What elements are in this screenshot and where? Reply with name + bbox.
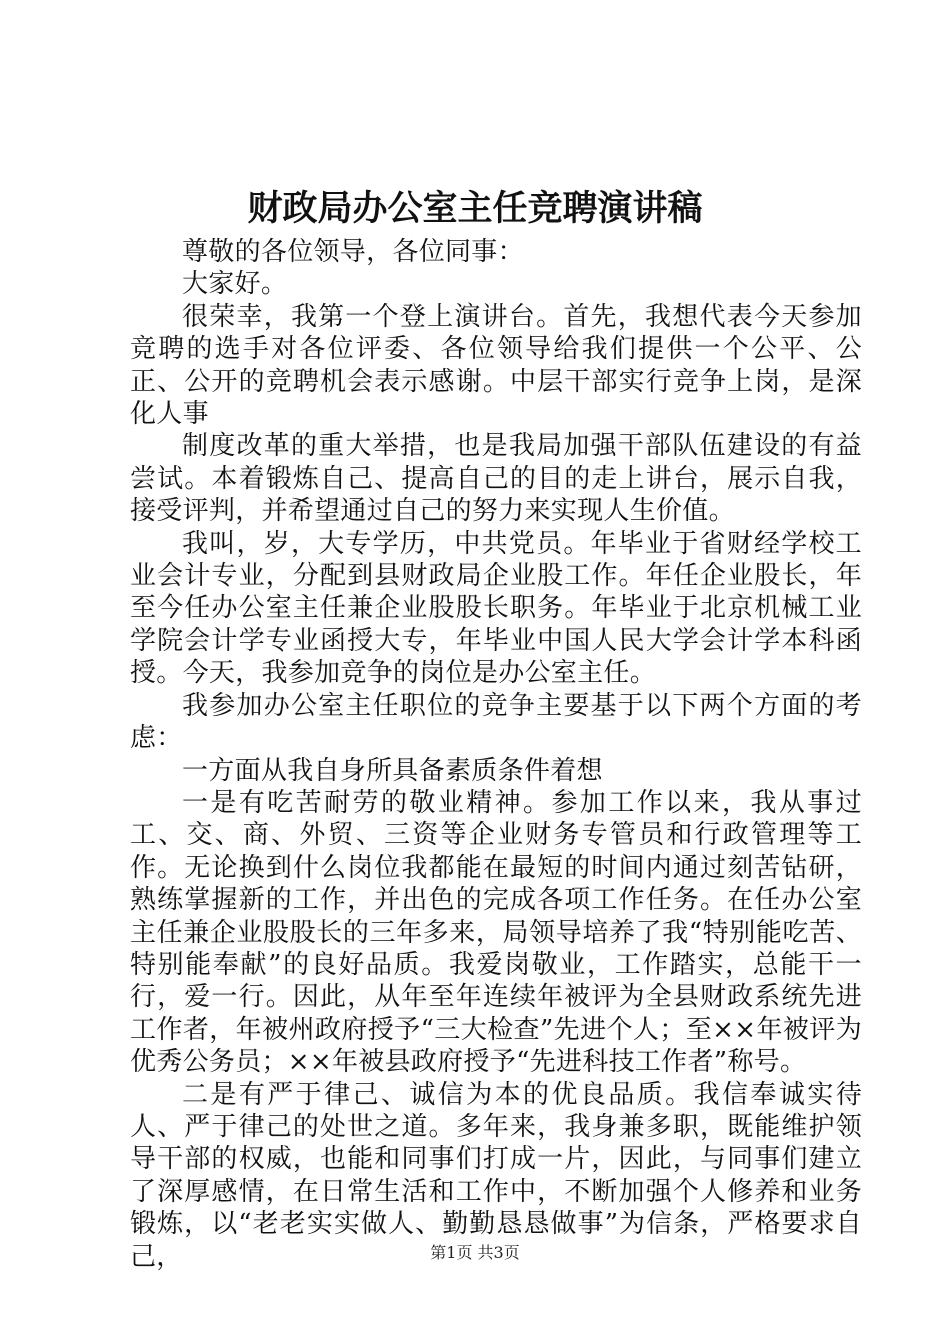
document-body [130,236,862,1273]
paragraph: 我参加办公室主任职位的竞争主要基于以下两个方面的考虑： [130,690,862,754]
paragraph-salutation: 尊敬的各位领导，各位同事： [182,237,524,267]
paragraph: 一是有吃苦耐劳的敬业精神。参加工作以来，我从事过工、交、商、外贸、三资等企业财务专管员和行政管理等工作。无论换到什么岗位我都能在最短的时间内通过刻苦钻研，熟练掌握新的工作，并出色的完成各项工作任务。在任办公室主任兼企业股股长的三年多来，局领导培养了我“特别能吃苦、特别能奉献”的良好品质。我爱岗敬业，工作踏实，总能干一行，爱一行。因此，从年至年连续年被评为全县财政系统先进工作者，年被州政府授予“三大检查”先进个人；至××年被评为优秀公务员；××年被县政府授予“先进科技工作者”称号。 [130,787,862,1078]
paragraph: 二是有严于律己、诚信为本的优良品质。我信奉诚实待人、严于律己的处世之道。多年来，我身兼多职，既能维护领导干部的权威，也能和同事们打成一片，因此，与同事们建立了深厚感情，在日常生活和工作中，不断加强个人修养和业务锻炼，以“老老实实做人、勤勤恳恳做事”为信条，严格要求自己， [130,1079,862,1272]
paragraph: 制度改革的重大举措，也是我局加强干部队伍建设的有益尝试。本着锻炼自己、提高自己的目的走上讲台，展示自我，接受评判，并希望通过自己的努力来实现人生价值。 [130,431,862,527]
paragraph: 很荣幸，我第一个登上演讲台。首先，我想代表今天参加竞聘的选手对各位评委、各位领导给我们提供一个公平、公正、公开的竞聘机会表示感谢。中层干部实行竞争上岗，是深化人事 [130,301,862,430]
paragraph-greeting: 大家好。 [182,269,288,300]
paragraph: 我叫，岁，大专学历，中共党员。年毕业于省财经学校工业会计专业，分配到县财政局企业股工作。年任企业股长，年至今任办公室主任兼企业股股长职务。年毕业于北京机械工业学院会计学专业函授大专，年毕业中国人民大学会计学本科函授。今天，我参加竞争的岗位是办公室主任。 [130,528,862,689]
document-title: 财政局办公室主任竞聘演讲稿 [247,188,703,229]
page-footer: 第1页 共3页 [430,1243,520,1262]
paragraph: 一方面从我自身所具备素质条件着想 [182,755,603,786]
